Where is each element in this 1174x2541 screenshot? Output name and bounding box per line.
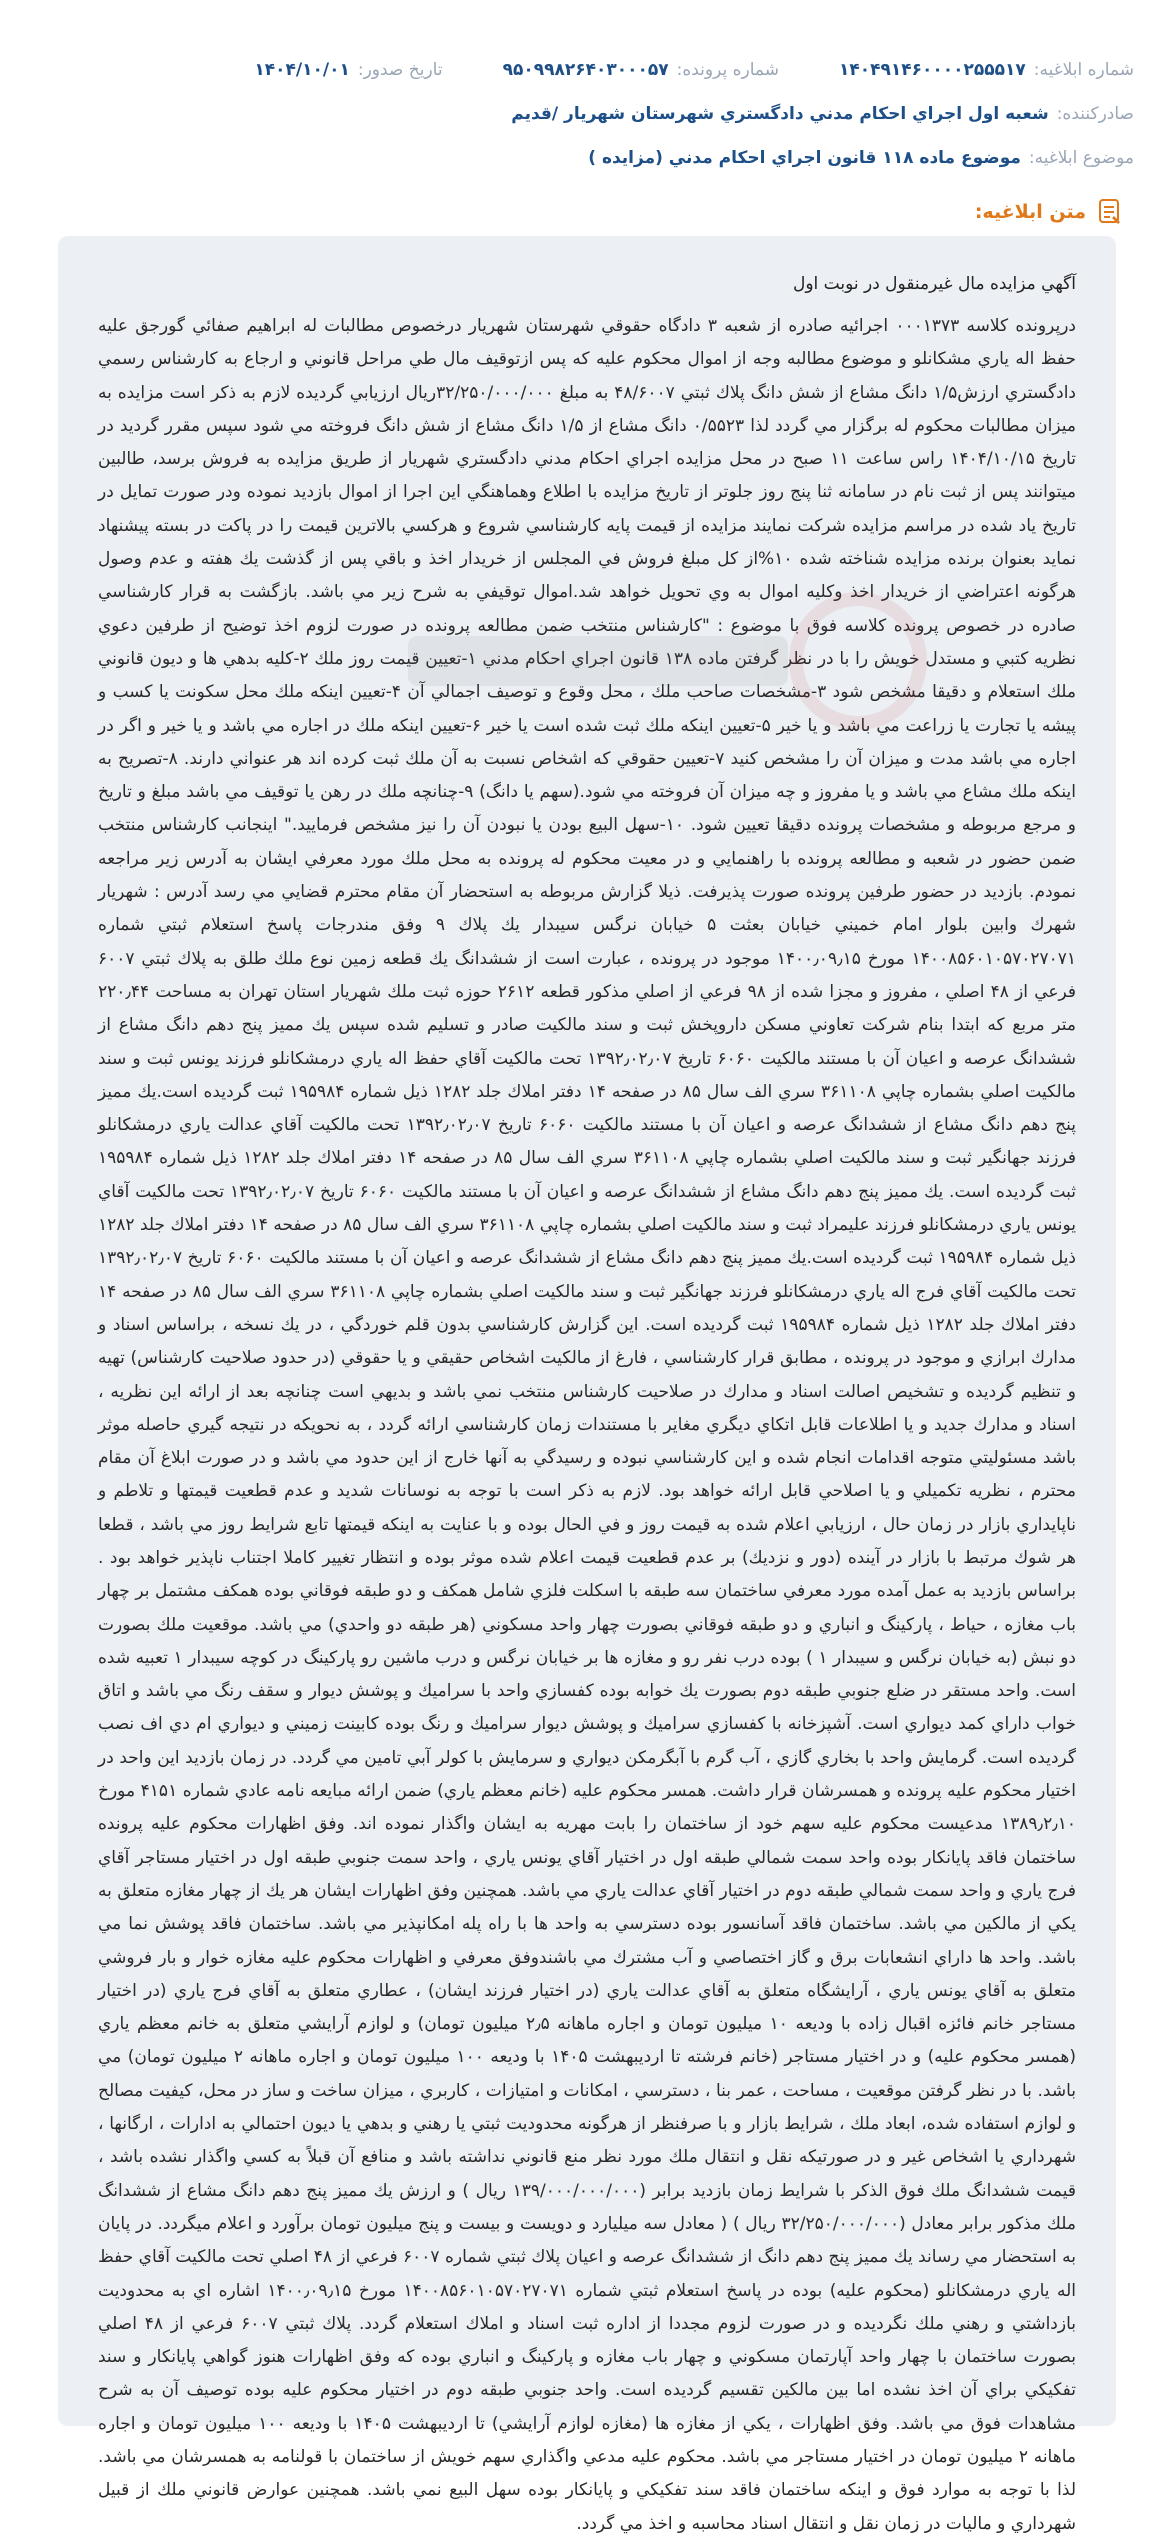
notice-number: ۱۴۰۴۹۱۴۶۰۰۰۰۲۵۵۵۱۷ [838,60,1026,80]
document-icon [1096,198,1122,226]
notice-heading [975,192,1122,232]
meta-row-subject [40,136,1134,180]
issuer-group [511,104,1134,124]
case-number-label: شماره پرونده: [676,60,779,80]
issue-date-group [254,60,442,80]
subject-group [588,148,1134,168]
meta-row-issuer [40,92,1134,136]
notice-body: درپرونده کلاسه ۰۰۰۱۳۷۳ اجرائيه صادره از شعبه ۳ دادگاه حقوقي شهرستان شهريار درخصوص مطالبات له ابراهيم صفائي گورجق عليه حفظ اله ياري مشكانلو و موضوع مطالبه وجه از اموال محكوم عليه كه پس ازتوقيف مال طي مراحل قانوني و ارجاع به كارشناس رسمي دادگستري ارزش۱/۵ دانگ مشاع از شش دانگ پلاك ثبتي ۴۸/۶۰۰۷ به مبلغ ۳۲/۲۵۰/۰۰۰/۰۰۰ريال ارزيابي گرديده لازم به ذكر است مزايده به ميزان مطالبات محكوم له برگزار مي گردد لذا ۰/۵۵۲۳ دانگ مشاع از ۱/۵ دانگ مشاع از شش دانگ فروخته مي شود سپس مقرر گرديد در تاريخ ۱۴۰۴/۱۰/۱۵ راس ساعت ۱۱ صبح در محل مزايده اجراي احكام مدني دادگستري شهريار از طريق مزايده به فروش برسد، طالبين ميتوانند پس از ثبت نام در سامانه ثنا پنج روز جلوتر از تاريخ مزايده با اطلاع وهماهنگي اين اجرا از اموال بازديد نموده ودر صورت تمايل در تاريخ ياد شده در مراسم مزايده شركت نمايند مزايده از قيمت پايه كارشناسي شروع و هركسي بالاترين قيمت را در پاكت در بسته پيشنهاد نمايد بعنوان برنده مزايده شناخته شده ۱۰%از كل مبلغ فروش في المجلس از خريدار اخذ و باقي پس از گذشت يك هفته و عدم وصول هرگونه اعتراضي از خريدار اخذ وكليه اموال به وي تحويل خواهد شد.اموال توقيفي به شرح زير مي باشد. بازگشت به قرار كارشناسي صادره در خصوص پرونده كلاسه فوق با موضوع : "كارشناس منتخب ضمن مطالعه پرونده در صورت لزوم اخذ توضيح از طرفين دعوي نظريه كتبي و مستدل خويش را با در نظر گرفتن ماده ۱۳۸ قانون اجراي احكام مدني ۱-تعيين قيمت روز ملك ۲-كليه بدهي ها و ديون قانوني ملك استعلام و دقيقا مشخص شود ۳-مشخصات صاحب ملك ، محل وقوع و توصيف اجمالي آن ۴-تعيين اينكه ملك محل سكونت يا كسب و پيشه يا تجارت يا زراعت مي باشد و يا خير ۵-تعيين اينكه ملك ثبت شده است يا خير ۶-تعيين اينكه ملك در اجاره مي باشد و يا خير و اگر در اجاره مي باشد مدت و ميزان آن را مشخص كنيد ۷-تعيين حقوقي كه اشخاص نسبت به آن ملك ثبت كرده اند هر عنواني دارند. ۸-تصريح به اينكه ملك مشاع مي باشد و يا مفروز و چه ميزان آن فروخته مي شود.(سهم يا دانگ) ۹-چنانچه ملك در رهن يا توقيف مي باشد مبلغ و تاريخ و مرجع مربوطه و مشخصات پرونده دقيقا تعيين شود. ۱۰-سهل البيع بودن يا نبودن آن را نيز مشخص فرماييد." اينجانب كارشناس منتخب ضمن حضور در شعبه و مطالعه پرونده با راهنمايي و در معيت محكوم له پرونده به محل ملك مورد معرفي ايشان به آدرس زير مراجعه نمودم. بازديد در حضور طرفين پرونده صورت پذيرفت. ذيلا گزارش مربوطه به استحضار آن مقام محترم قضايي مي رسد آدرس : شهريار شهرك وابين بلوار امام خميني خيابان بعثت ۵ خيابان نرگس سيبدار يك پلاك ۹ وفق مندرجات پاسخ استعلام ثبتي شماره ۱۴۰۰۸۵۶۰۱۰۵۷۰۲۷۰۷۱ مورخ ۱۴۰۰٫۰۹٫۱۵ موجود در پرونده ، عبارت است از ششدانگ يك قطعه زمين نوع ملك طلق به پلاك ثبتي ۶۰۰۷ فرعي از ۴۸ اصلي ، مفروز و مجزا شده از ۹۸ فرعي از اصلي مذكور قطعه ۲۶۱۲ حوزه ثبت ملك شهريار استان تهران به مساحت ۲۲۰٫۴۴ متر مربع كه ابتدا بنام شركت تعاوني مسكن داروپخش ثبت و سند مالكيت صادر و تسليم شده سپس يك مميز پنج دهم دانگ مشاع از ششدانگ عرصه و اعيان آن با مستند مالكيت ۶۰۶۰ تاريخ ۱۳۹۲٫۰۲٫۰۷ تحت مالكيت آقاي حفظ اله ياري درمشكانلو فرزند يونس ثبت و سند مالكيت اصلي بشماره چاپي ۳۶۱۱۰۸ سري الف سال ۸۵ در صفحه ۱۴ دفتر املاك جلد ۱۲۸۲ ذيل شماره ۱۹۵۹۸۴ ثبت گرديده است.يك مميز پنج دهم دانگ مشاع از ششدانگ عرصه و اعيان آن با مستند مالكيت ۶۰۶۰ تاريخ ۱۳۹۲٫۰۲٫۰۷ تحت مالكيت آقاي عدالت ياري درمشكانلو فرزند جهانگير ثبت و سند مالكيت اصلي بشماره چاپي ۳۶۱۱۰۸ سري الف سال ۸۵ در صفحه ۱۴ دفتر املاك جلد ۱۲۸۲ ذيل شماره ۱۹۵۹۸۴ ثبت گرديده است. يك مميز پنج دهم دانگ مشاع از ششدانگ عرصه و اعيان آن با مستند مالكيت ۶۰۶۰ تاريخ ۱۳۹۲٫۰۲٫۰۷ تحت مالكيت آقاي يونس ياري درمشكانلو فرزند عليمراد ثبت و سند مالكيت اصلي بشماره چاپي ۳۶۱۱۰۸ سري الف سال ۸۵ در صفحه ۱۴ دفتر املاك جلد ۱۲۸۲ ذيل شماره ۱۹۵۹۸۴ ثبت گرديده است.يك مميز پنج دهم دانگ مشاع از ششدانگ عرصه و اعيان آن با مستند مالكيت ۶۰۶۰ تاريخ ۱۳۹۲٫۰۲٫۰۷ تحت مالكيت آقاي فرج اله ياري درمشكانلو فرزند جهانگير ثبت و سند مالكيت اصلي بشماره چاپي ۳۶۱۱۰۸ سري الف سال ۸۵ در صفحه ۱۴ دفتر املاك جلد ۱۲۸۲ ذيل شماره ۱۹۵۹۸۴ ثبت گرديده است. اين گزارش كارشناسي بدون قلم خوردگي ، در يك نسخه ، براساس اسناد و مدارك ابرازي و موجود در پرونده ، مطابق قرار كارشناسي ، فارغ از مالكيت اشخاص حقيقي و يا حقوقي (در حدود صلاحيت كارشناس) تهيه و تنظيم گرديده و تشخيص اصالت اسناد و مدارك در صلاحيت كارشناس منتخب نمي باشد و بديهي است چنانچه بعد از ارائه اين نظريه ، اسناد و مدارك جديد و يا اطلاعات قابل اتكاي ديگري مغاير با مستندات زمان كارشناسي ارائه گردد ، به نحويكه در نتيجه گيري حاصله موثر باشد مسئوليتي متوجه اقدامات انجام شده و اين كارشناسي نبوده و رسيدگي به آنها خارج از اين حدود مي باشد و در صورت ابلاغ آن مقام محترم ، نظريه تكميلي و يا اصلاحي قابل ارائه خواهد بود. لازم به ذكر است با توجه به نوسانات شديد و عدم قطعيت قيمتها و تلاطم و ناپايداري بازار در زمان حال ، ارزيابي اعلام شده به قيمت روز و في الحال بوده و با عنايت به اينكه قيمتها تابع شرايط روز مي باشد ، قطعا هر شوك مرتبط با بازار در آينده (دور و نزديك) بر عدم قطعيت قيمت اعلام شده موثر بوده و انتظار تغيير كاملا اجتناب ناپذير خواهد بود . براساس بازديد به عمل آمده مورد معرفي ساختمان سه طبقه با اسكلت فلزي شامل همكف و دو طبقه فوقاني بوده همكف مشتمل بر چهار باب مغازه ، حياط ، پاركينگ و انباري و دو طبقه فوقاني بصورت چهار واحد مسكوني (هر طبقه دو واحدي) مي باشد. موقعيت ملك بصورت دو نبش (به خيابان نرگس و سيبدار ۱ ) بوده درب نفر رو و مغازه ها بر خيابان نرگس و درب ماشين رو پاركينگ در كوچه سيبدار ۱ تعبيه شده است. واحد مستقر در ضلع جنوبي طبقه دوم بصورت يك خوابه بوده كفسازي واحد با سراميك و پوشش ديوار و سقف رنگ مي باشد و اتاق خواب داراي كمد ديواري است. آشپزخانه با كفسازي سراميك و پوشش ديوار سراميك و رنگ بوده كابينت زميني و ديواري ام دي اف نصب گرديده است. گرمايش واحد با بخاري گازي ، آب گرم با آبگرمكن ديواري و سرمايش با كولر آبي تامين مي گردد. در زمان بازديد اين واحد در اختيار محكوم عليه پرونده و همسرشان قرار داشت. همسر محكوم عليه (خانم معظم ياري) ضمن ارائه مبايعه نامه عادي شماره ۴۱۵۱ مورخ ۱۳۸۹٫۲٫۱۰ مدعيست محكوم عليه سهم خود از ساختمان را بابت مهريه به ايشان واگذار نموده اند. وفق اظهارات محكوم عليه پرونده ساختمان فاقد پايانكار بوده واحد سمت شمالي طبقه اول در اختيار آقاي يونس ياري ، واحد سمت جنوبي طبقه اول در اختيار مستاجر آقاي فرج ياري و واحد سمت شمالي طبقه دوم در اختيار آقاي عدالت ياري مي باشد. همچنين وفق اظهارات ايشان هر يك از چهار مغازه متعلق به يكي از مالكين مي باشد. ساختمان فاقد آسانسور بوده دسترسي به واحد ها با راه پله امكانپذير مي باشد. ساختمان فاقد پوشش نما مي باشد. واحد ها داراي انشعابات برق و گاز اختصاصي و آب مشترك مي باشندوفق معرفي و اظهارات محكوم عليه مغازه خوار و بار فروشي متعلق به آقاي يونس ياري ، آرايشگاه متعلق به آقاي عدالت ياري (در اختيار فرزند ايشان) ، عطاري متعلق به آقاي فرج ياري (در اختيار مستاجر خانم فائزه اقبال زاده با وديعه ۱۰ ميليون تومان و اجاره ماهانه ۲٫۵ ميليون تومان) و لوازم آرايشي متعلق به خانم معظم ياري (همسر محكوم عليه) و در اختيار مستاجر (خانم فرشته تا ارديبهشت ۱۴۰۵ با وديعه ۱۰۰ ميليون تومان و اجاره ماهانه ۲ ميليون تومان) مي باشد. با در نظر گرفتن موقعيت ، مساحت ، عمر بنا ، دسترسي ، امكانات و امتيازات ، كاربري ، ميزان ساخت و ساز در محل، كيفيت مصالح و لوازم استفاده شده، ابعاد ملك ، شرايط بازار و با صرفنظر از هرگونه محدوديت ثبتي يا رهني و بدهي يا ديون احتمالي به ادارات ، ارگانها ، شهرداري يا اشخاص غير و در صورتيكه نقل و انتقال ملك مورد نظر منع قانوني نداشته باشد و منافع آن قبلاً به كسي واگذار نشده باشد ، قيمت ششدانگ ملك فوق الذكر با شرايط زمان بازديد برابر (۱۳۹/۰۰۰/۰۰۰/۰۰۰ ريال ) و ارزش يك مميز پنج دهم دانگ مشاع از ششدانگ ملك مذكور برابر معادل (۳۲/۲۵۰/۰۰۰/۰۰۰ ريال ) ( معادل سه ميليارد و دويست و بيست و پنج ميليون تومان برآورد و اعلام ميگردد. در پايان به استحضار مي رساند يك مميز پنج دهم دانگ از ششدانگ عرصه و اعيان پلاك ثبتي شماره ۶۰۰۷ فرعي از ۴۸ اصلي تحت مالكيت آقاي حفظ اله ياري درمشكانلو (محكوم عليه) بوده در پاسخ استعلام ثبتي شماره ۱۴۰۰۸۵۶۰۱۰۵۷۰۲۷۰۷۱ مورخ ۱۴۰۰٫۰۹٫۱۵ اشاره اي به محدوديت بازداشتي و رهني ملك نگرديده و در صورت لزوم مجددا از اداره ثبت اسناد و املاك استعلام گردد. پلاك ثبتي ۶۰۰۷ فرعي از ۴۸ اصلي بصورت ساختمان با چهار واحد آپارتمان مسكوني و چهار باب مغازه و پاركينگ و انباري بوده كه وفق اظهارات هنوز گواهي پايانكار و سند تفكيكي براي آن اخذ نشده اما بين مالكين تقسيم گرديده است. واحد جنوبي طبقه دوم در اختيار محكوم عليه بوده توصيف آن به شرح مشاهدات فوق مي باشد. وفق اظهارات ، يكي از مغازه ها (مغازه لوازم آرايشي) تا ارديبهشت ۱۴۰۵ با وديعه ۱۰۰ ميليون تومان و اجاره ماهانه ۲ ميليون تومان در اختيار مستاجر مي باشد. محكوم عليه مدعي واگذاري سهم خويش از ساختمان با قولنامه به همسرشان مي باشد. لذا با توجه به موارد فوق و اينكه ساختمان فاقد سند تفكيكي و پايانكار بوده سهل البيع نمي باشد. همچنين عوارض قانوني ملك از قبيل شهرداري و ماليات در زمان نقل و انتقال اسناد محاسبه و اخذ مي گردد. [92,316,1077,2534]
issue-date: ۱۴۰۴/۱۰/۰۱ [254,60,350,80]
issuer: شعبه اول اجراي احكام مدني دادگستري شهرستان شهريار /قديم [511,104,1049,124]
issuer-label: صادرکننده: [1056,104,1134,124]
notice-number-group [839,60,1134,80]
subject: موضوع ماده ۱۱۸ قانون اجراي احکام مدني (مزايده ) [588,148,1021,168]
meta-row-numbers [40,48,1134,92]
notice-title: آگهي مزايده مال غيرمنقول در نوبت اول [792,274,1076,294]
subject-label: موضوع ابلاغيه: [1028,148,1134,168]
case-number: ۹۵۰۹۹۸۲۶۴۰۳۰۰۰۵۷ [502,60,669,80]
notice-heading-label: متن ابلاغيه: [974,201,1086,223]
issue-date-label: تاريخ صدور: [357,60,443,80]
notice-text-card [58,236,1116,2534]
notice-metadata [40,48,1134,180]
notice-number-label: شماره ابلاغيه: [1033,60,1134,80]
case-number-group [503,60,779,80]
